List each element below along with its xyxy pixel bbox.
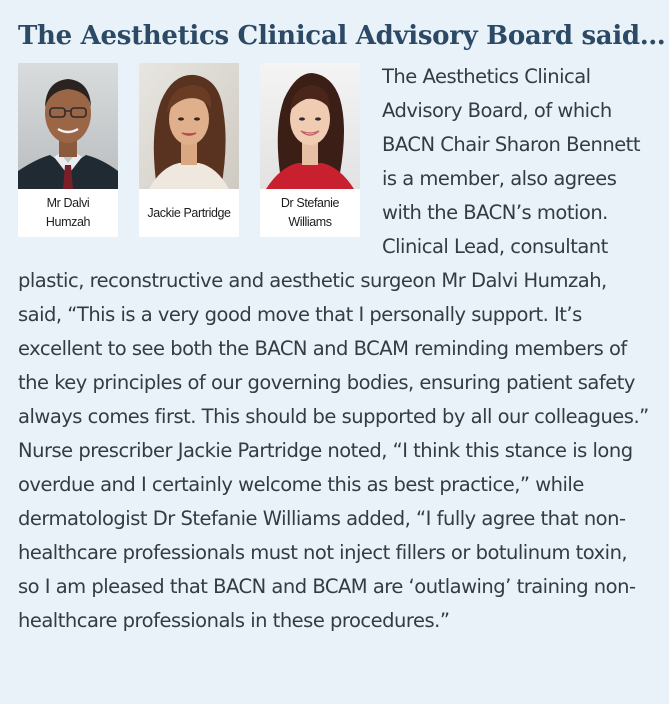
portrait-dalvi-humzah — [18, 63, 118, 189]
panel-heading: The Aesthetics Clinical Advisory Board said… — [18, 21, 666, 51]
caption-line: Dr Stefanie — [280, 196, 340, 210]
article-body: The Aesthetics Clinical Advisory Board, of which BACN Chair Sharon Bennett is a member, also agrees with the BACN’s motion. Clinical Lead, consultant plastic, reconstructive and aesthetic surgeon Mr Dalvi Humzah, said, “This is a very good move that I personally support. It’s excellent to see both the BACN and BCAM reminding members of the key principles of our governing bodies, ensuring patient safety always comes first. This should be supported by all our colleagues.” Nurse prescriber Jackie Partridge noted, “I think this stance is long overdue and I certainly welcome this as best practice,” while dermatologist Dr Stefanie Williams added, “I fully agree that non-healthcare professionals must not inject fillers or botulinum toxin, so I am pleased that BACN and BCAM are ‘outlawing’ training non-healthcare professionals in these procedures.” — [18, 65, 649, 632]
portrait-jackie-partridge — [139, 63, 239, 189]
caption-line: Jackie Partridge — [147, 205, 231, 220]
photo-card-jackie-partridge — [139, 63, 239, 237]
caption-line: Mr Dalvi — [46, 196, 90, 210]
caption-jackie-partridge — [139, 189, 239, 237]
caption-dalvi-humzah — [18, 189, 118, 237]
caption-line: Humzah — [45, 215, 91, 229]
caption-stefanie-williams — [260, 189, 360, 237]
photo-card-stefanie-williams — [260, 63, 360, 237]
photo-card-dalvi-humzah — [18, 63, 118, 237]
caption-line: Williams — [288, 215, 332, 229]
portrait-stefanie-williams — [260, 63, 360, 189]
photo-strip — [18, 63, 382, 239]
